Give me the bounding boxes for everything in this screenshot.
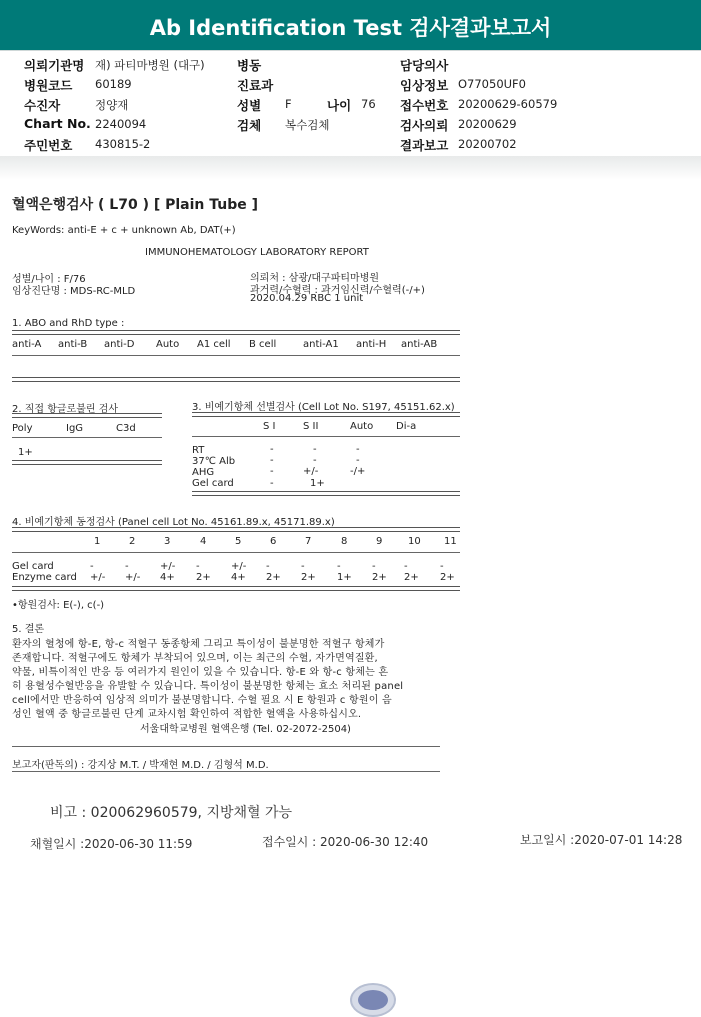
section-3-rule-top: [192, 412, 460, 417]
signature-rule-top: [12, 746, 440, 747]
resident-no-value: 430815-2: [95, 137, 151, 151]
panel-cell-number: 10: [408, 536, 421, 547]
conclusion-line: 성인 혈액 중 항글로불린 단계 교차시험 확인하여 적합한 혈액을 사용하십시오.: [12, 709, 362, 720]
doc-heading: 혈액은행검사 ( L70 ) [ Plain Tube ]: [12, 197, 259, 213]
screen-cell: -/+: [350, 466, 366, 477]
conclusion-line: 히 용혈성수혈반응을 유발할 수 있습니다. 특이성이 불분명한 항체는 효소 처리된 panel: [12, 681, 404, 692]
screen-row-label: RT: [192, 445, 205, 456]
panel-cell-number: 3: [164, 536, 171, 547]
receipt-time: 접수일시 : 2020-06-30 12:40: [262, 835, 429, 849]
panel-cell-number: 9: [376, 536, 383, 547]
scroll-handle-grip: [358, 990, 388, 1010]
panel-cell-value: 2+: [372, 572, 387, 583]
remark: 비고 : 020062960579, 지방채혈 가능: [50, 805, 293, 821]
panel-cell-number: 1: [94, 536, 101, 547]
panel-cell-value: 2+: [440, 572, 455, 583]
abo-col-8: anti-H: [356, 339, 387, 350]
section-1-rule-top: [12, 330, 460, 335]
abo-col-7: anti-A1: [303, 339, 339, 350]
section-2-title: 2. 직접 항글로불린 검사: [12, 404, 119, 415]
title-divider: [0, 50, 701, 51]
screen-cell: +/-: [303, 466, 319, 477]
screen-cell: 1+: [310, 478, 325, 489]
specimen-value: 복수검체: [285, 118, 330, 132]
lab-report-title: IMMUNOHEMATOLOGY LABORATORY REPORT: [145, 247, 369, 258]
panel-cell-number: 5: [235, 536, 242, 547]
panel-cell-value: -: [440, 561, 444, 572]
abo-col-6: B cell: [249, 339, 277, 350]
report-date-value: 20200702: [458, 137, 517, 151]
scanned-report-document: [0, 180, 701, 1001]
abo-col-2: anti-B: [58, 339, 88, 350]
abo-col-9: anti-AB: [401, 339, 438, 350]
panel-cell-value: +/-: [125, 572, 141, 583]
panel-cell-number: 6: [270, 536, 277, 547]
report-title: Ab Identification Test 검사결과보고서: [149, 16, 552, 40]
institution-label: 의뢰기관명: [24, 58, 85, 73]
panel-cell-number: 11: [444, 536, 457, 547]
hospital-code-label: 병원코드: [24, 78, 73, 93]
section-1-title: 1. ABO and RhD type :: [12, 318, 125, 329]
screen-cell: -: [356, 455, 360, 466]
section-3-title: 3. 비예기항체 선별검사 (Cell Lot No. S197, 45151.62.x): [192, 402, 455, 413]
panel-cell-value: 2+: [301, 572, 316, 583]
panel-cell-number: 4: [200, 536, 207, 547]
collection-time: 채혈일시 :2020-06-30 11:59: [30, 837, 193, 851]
screen-cell: -: [313, 444, 317, 455]
reporter: 보고자(판독의) : 강지상 M.T. / 박재현 M.D. / 김형석 M.D.: [12, 760, 269, 771]
screen-cell: -: [270, 466, 274, 477]
section-4-rule-mid: [12, 552, 460, 553]
transfusion-history: 과거력/수혈력 : 과거임신력/수혈력(-/+): [250, 285, 425, 296]
report-title-bar: [0, 0, 701, 50]
screen-cell: -: [270, 444, 274, 455]
abo-col-5: A1 cell: [197, 339, 231, 350]
screen-cell: -: [356, 444, 360, 455]
panel-cell-value: 1+: [337, 572, 352, 583]
dat-poly-value: 1+: [18, 447, 33, 458]
panel-row-gel-label: Gel card: [12, 561, 54, 572]
sex-age: 성별/나이 : F/76: [12, 274, 86, 285]
panel-cell-value: +/-: [160, 561, 176, 572]
scroll-handle[interactable]: [350, 983, 396, 1017]
transfusion-history-detail: 2020.04.29 RBC 1 unit: [250, 293, 364, 304]
request-date-value: 20200629: [458, 117, 517, 131]
diagnosis: 임상진단명 : MDS-RC-MLD: [12, 286, 136, 297]
sex-value: F: [285, 97, 292, 111]
panel-cell-value: -: [125, 561, 129, 572]
screen-row-label: AHG: [192, 467, 215, 478]
header-shadow: [0, 156, 701, 180]
clinical-info-label: 임상정보: [400, 78, 449, 93]
panel-cell-number: 8: [341, 536, 348, 547]
screen-cell: -: [270, 455, 274, 466]
panel-cell-value: -: [337, 561, 341, 572]
panel-cell-value: -: [404, 561, 408, 572]
abo-col-4: Auto: [156, 339, 180, 350]
screen-row-label: Gel card: [192, 478, 234, 489]
report-time: 보고일시 :2020-07-01 14:28: [520, 833, 683, 847]
panel-cell-value: -: [196, 561, 200, 572]
signature-rule-bottom: [12, 771, 440, 772]
chart-no-label: Chart No.: [24, 116, 91, 131]
screen-col-sii: S II: [303, 421, 319, 432]
report-date-label: 결과보고: [400, 138, 449, 153]
clinical-info-value: O77050UF0: [458, 77, 526, 91]
patient-label: 수진자: [24, 98, 61, 113]
screen-row-label: 37℃ Alb: [192, 456, 236, 467]
section-1-rule-bottom: [12, 377, 460, 382]
conclusion-line: 존재합니다. 적혈구에도 항체가 부착되어 있으며, 이는 최근의 수혈, 자가면역질환,: [12, 653, 378, 664]
blood-bank-contact: 서울대학교병원 혈액은행 (Tel. 02-2072-2504): [140, 724, 351, 735]
conclusion-paragraph: [12, 638, 492, 722]
conclusion-line: 환자의 혈청에 항-E, 항-c 적혈구 동종항체 그리고 특이성이 불분명한 적혈구 항체가: [12, 639, 385, 650]
report-header: [0, 52, 701, 152]
antigen-test: •항원검사: E(-), c(-): [12, 600, 105, 611]
section-5-title: 5. 결론: [12, 624, 45, 635]
hospital-code-value: 60189: [95, 77, 132, 91]
resident-no-label: 주민번호: [24, 138, 73, 153]
screen-col-dia: Di-a: [396, 421, 417, 432]
screen-col-auto: Auto: [350, 421, 374, 432]
section-3-rule-bottom: [192, 491, 460, 496]
panel-row-enzyme-label: Enzyme card: [12, 572, 77, 583]
specimen-label: 검체: [237, 118, 262, 133]
panel-cell-value: 4+: [160, 572, 175, 583]
section-3-rule-mid: [192, 436, 460, 437]
dat-col-igg: IgG: [66, 423, 84, 434]
panel-cell-value: +/-: [90, 572, 106, 583]
panel-cell-value: 2+: [196, 572, 211, 583]
panel-cell-value: -: [90, 561, 94, 572]
abo-col-1: anti-A: [12, 339, 42, 350]
department-label: 진료과: [237, 78, 274, 93]
patient-value: 정양재: [95, 98, 129, 112]
panel-cell-value: 2+: [266, 572, 281, 583]
institution-value: 재) 파티마병원 (대구): [95, 58, 205, 72]
chart-no-value: 2240094: [95, 117, 147, 131]
receipt-no-value: 20200629-60579: [458, 97, 558, 111]
panel-cell-value: -: [301, 561, 305, 572]
section-4-rule-bottom: [12, 586, 460, 591]
panel-cell-number: 7: [305, 536, 312, 547]
screen-col-si: S I: [263, 421, 276, 432]
conclusion-line: 약물, 비특이적인 반응 등 여러가지 원인이 있을 수 있습니다. 항-E 와 항-c 항체는 흔: [12, 667, 389, 678]
ward-label: 병동: [237, 58, 262, 73]
section-1-rule-mid: [12, 355, 460, 356]
sex-label: 성별: [237, 98, 262, 113]
abo-col-3: anti-D: [104, 339, 135, 350]
age-label: 나이: [327, 98, 352, 113]
screen-cell: -: [313, 455, 317, 466]
panel-cell-value: -: [372, 561, 376, 572]
conclusion-line: cell에서만 반응하여 임상적 의미가 불분명합니다. 수혈 필요 시 E 항원과 c 항원이 음: [12, 695, 392, 706]
screen-cell: -: [270, 478, 274, 489]
keywords: KeyWords: anti-E + c + unknown Ab, DAT(+): [12, 225, 236, 236]
section-4-title: 4. 비예기항체 동정검사 (Panel cell Lot No. 45161.89.x, 45171.89.x): [12, 517, 335, 528]
age-value: 76: [361, 97, 376, 111]
dat-col-c3d: C3d: [116, 423, 136, 434]
receipt-no-label: 접수번호: [400, 98, 449, 113]
request-date-label: 검사의뢰: [400, 118, 449, 133]
panel-cell-value: 4+: [231, 572, 246, 583]
panel-cell-value: -: [266, 561, 270, 572]
section-2-rule-top: [12, 413, 162, 418]
requester: 의뢰처 : 삼광/대구파티마병원: [250, 273, 380, 284]
panel-cell-value: +/-: [231, 561, 247, 572]
section-2-rule-mid: [12, 437, 162, 438]
panel-cell-number: 2: [129, 536, 136, 547]
dat-col-poly: Poly: [12, 423, 33, 434]
section-4-rule-top: [12, 527, 460, 532]
doctor-label: 담당의사: [400, 58, 449, 73]
section-2-rule-bottom: [12, 460, 162, 465]
panel-cell-value: 2+: [404, 572, 419, 583]
